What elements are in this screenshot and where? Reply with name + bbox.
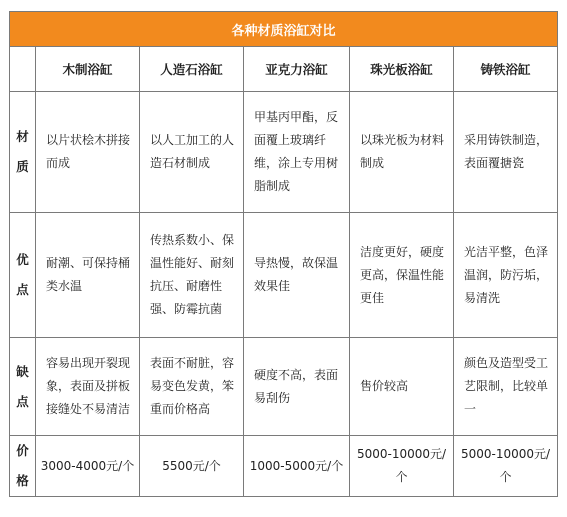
table-cell: 售价较高 bbox=[350, 338, 454, 436]
column-header-cast-iron: 铸铁浴缸 bbox=[454, 47, 558, 92]
table-cell: 容易出现开裂现象，表面及拼板接缝处不易清洁 bbox=[36, 338, 140, 436]
header-row bbox=[10, 47, 558, 92]
table-cell: 以片状桧木拼接而成 bbox=[36, 92, 140, 213]
table-cell: 5000-10000元/个 bbox=[454, 436, 558, 497]
row-label-price: 价 格 bbox=[10, 436, 36, 497]
comparison-table-wrapper bbox=[9, 11, 557, 497]
column-header-wood: 木制浴缸 bbox=[36, 47, 140, 92]
table-cell: 3000-4000元/个 bbox=[36, 436, 140, 497]
column-header-acrylic: 亚克力浴缸 bbox=[244, 47, 350, 92]
table-cell: 采用铸铁制造，表面覆搪瓷 bbox=[454, 92, 558, 213]
table-row-price bbox=[10, 436, 558, 497]
title-row bbox=[10, 12, 558, 47]
table-row-advantages bbox=[10, 213, 558, 338]
row-label-material: 材 质 bbox=[10, 92, 36, 213]
table-cell: 以人工加工的人造石材制成 bbox=[140, 92, 244, 213]
column-header-pearl-board: 珠光板浴缸 bbox=[350, 47, 454, 92]
table-cell: 洁度更好，硬度更高，保温性能更佳 bbox=[350, 213, 454, 338]
table-row-material bbox=[10, 92, 558, 213]
table-cell: 耐潮、可保持桶类水温 bbox=[36, 213, 140, 338]
column-header-artificial-stone: 人造石浴缸 bbox=[140, 47, 244, 92]
table-cell: 甲基丙甲酯，反面覆上玻璃纤维，涂上专用树脂制成 bbox=[244, 92, 350, 213]
table-cell: 5000-10000元/个 bbox=[350, 436, 454, 497]
table-cell: 导热慢，故保温效果佳 bbox=[244, 213, 350, 338]
table-cell: 颜色及造型受工艺限制，比较单一 bbox=[454, 338, 558, 436]
table-cell: 硬度不高，表面易刮伤 bbox=[244, 338, 350, 436]
table-cell: 表面不耐脏，容易变色发黄，笨重而价格高 bbox=[140, 338, 244, 436]
row-label-disadvantages: 缺 点 bbox=[10, 338, 36, 436]
table-title: 各种材质浴缸对比 bbox=[10, 12, 558, 47]
table-cell: 1000-5000元/个 bbox=[244, 436, 350, 497]
table-row-disadvantages bbox=[10, 338, 558, 436]
table-cell: 传热系数小、保温性能好、耐刻抗压、耐磨性强、防霉抗菌 bbox=[140, 213, 244, 338]
table-cell: 5500元/个 bbox=[140, 436, 244, 497]
comparison-table bbox=[9, 11, 558, 497]
table-cell: 光洁平整，色泽温润，防污垢，易清洗 bbox=[454, 213, 558, 338]
table-cell: 以珠光板为材料制成 bbox=[350, 92, 454, 213]
row-label-advantages: 优 点 bbox=[10, 213, 36, 338]
header-corner bbox=[10, 47, 36, 92]
